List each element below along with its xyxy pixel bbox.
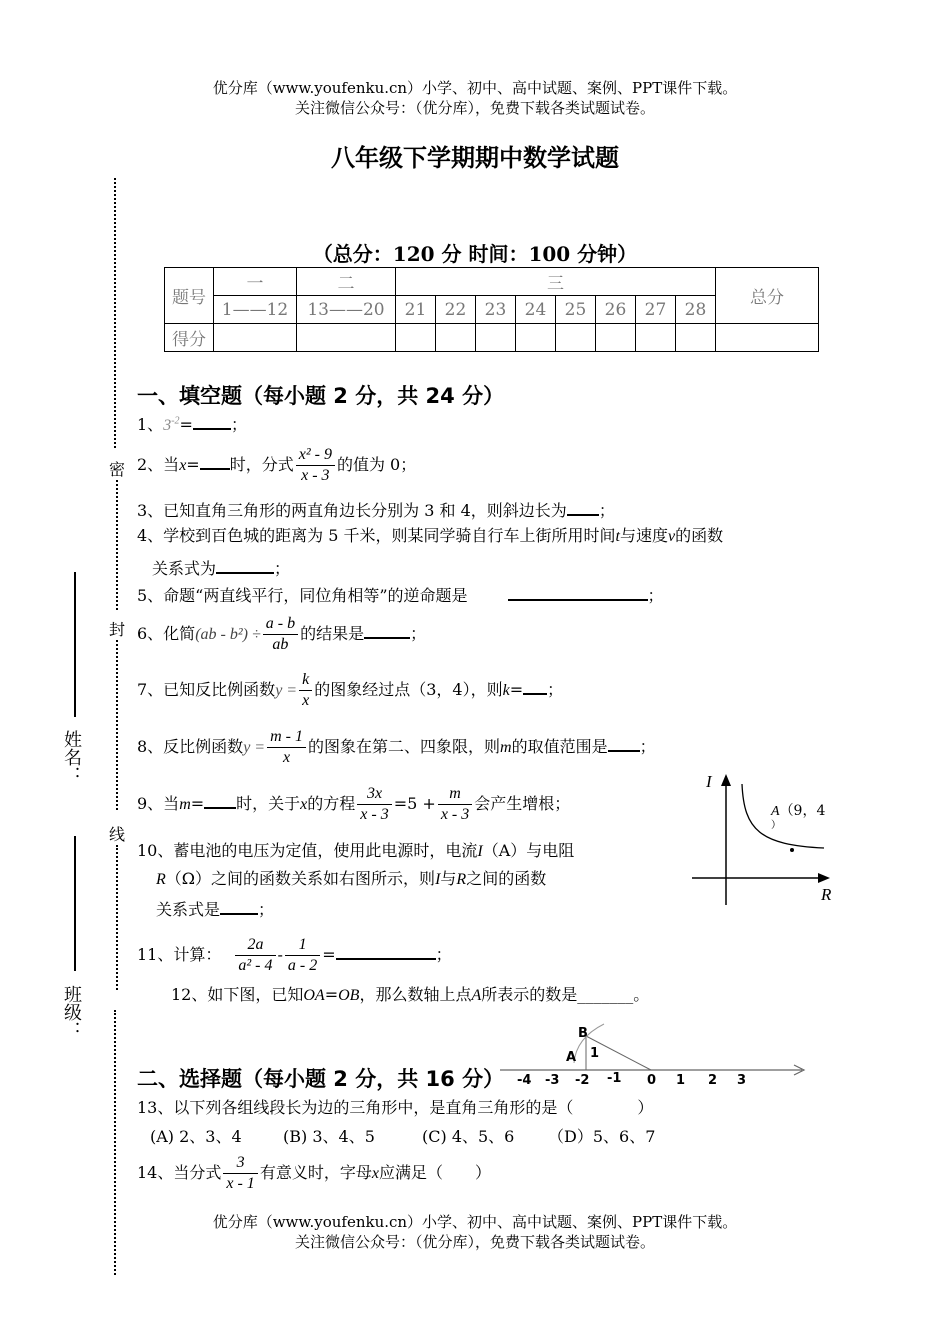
section2-title: 二、选择题（每小题 2 分，共 16 分） bbox=[137, 1067, 505, 1091]
question-13-option-c[interactable]: (C) 4、5、6 bbox=[422, 1127, 515, 1146]
score-cell[interactable] bbox=[476, 324, 516, 352]
question-10: 10、蓄电池的电压为定值，使用此电源时，电流I（A）与电阻 bbox=[137, 841, 575, 860]
class-label: 班级： bbox=[61, 985, 82, 1039]
answer-blank[interactable] bbox=[200, 454, 230, 470]
question-8: 8、反比例函数y = $\frac{m - 1}{x}$ 的图象在第二、四象限，则m的取值范围是 ； bbox=[137, 728, 656, 766]
page-subtitle: （总分：120 分 时间：100 分钟） bbox=[312, 242, 638, 266]
answer-blank[interactable] bbox=[608, 736, 640, 752]
section1-title: 一、填空题（每小题 2 分，共 24 分） bbox=[137, 384, 505, 408]
question-11: 11、计算： $\frac{2a}{\text{a² - 4}}$ - $\frac{1}{a - 2}$ = ； bbox=[137, 936, 452, 974]
table-cell: 13——20 bbox=[297, 296, 396, 324]
score-cell[interactable] bbox=[396, 324, 436, 352]
question-14: 14、当分式 $\frac{3}{x - 1}$ 有意义时，字母x应满足（ ） bbox=[137, 1154, 491, 1192]
answer-blank[interactable] bbox=[204, 793, 236, 809]
graph-x-label: R bbox=[821, 885, 832, 904]
binding-xian: 线 bbox=[109, 825, 126, 844]
table-cell: 22 bbox=[436, 296, 476, 324]
question-2: 2、当x= 时，分式 $\frac{\text{x² - 9}}{x - 3}$ 的值为 0； bbox=[137, 446, 417, 484]
answer-blank[interactable] bbox=[508, 585, 648, 601]
answer-blank[interactable] bbox=[193, 414, 231, 430]
question-4: 4、学校到百色城的距离为 5 千米，则某同学骑自行车上街所用时间t与速度v的函数 bbox=[137, 526, 724, 545]
question-10-cont: R（Ω）之间的函数关系如右图所示，则I与R之间的函数 bbox=[156, 869, 547, 888]
question-5: 5、命题“两直线平行，同位角相等”的逆命题是 ； bbox=[137, 586, 664, 605]
header-line-1: 优分库（www.youfenku.cn）小学、初中、高中试题、案例、PPT课件下载。 bbox=[212, 79, 738, 97]
question-9: 9、当m= 时，关于x的方程 $\frac{3x}{x - 3}$ =5 + $\frac{m}{x - 3}$ 会产生增根； bbox=[137, 785, 571, 823]
question-13-option-d[interactable]: （D）5、6、7 bbox=[548, 1127, 656, 1146]
answer-blank[interactable] bbox=[220, 899, 258, 915]
score-cell[interactable] bbox=[556, 324, 596, 352]
table-cell: 28 bbox=[676, 296, 716, 324]
question-13-option-b[interactable]: (B) 3、4、5 bbox=[283, 1127, 375, 1146]
tick-label: -1 bbox=[607, 1071, 622, 1086]
tick-label: 3 bbox=[737, 1073, 747, 1088]
table-cell: 27 bbox=[636, 296, 676, 324]
question-4-cont: 关系式为 ； bbox=[152, 559, 291, 578]
binding-mi: 密 bbox=[109, 460, 126, 479]
name-line bbox=[74, 572, 76, 717]
point-a bbox=[790, 848, 794, 852]
question-13: 13、以下列各组线段长为边的三角形中，是直角三角形的是（ ） bbox=[137, 1098, 654, 1117]
table-header-part3: 三 bbox=[396, 268, 716, 296]
table-cell: 1——12 bbox=[214, 296, 297, 324]
score-cell[interactable] bbox=[636, 324, 676, 352]
tick-label: -4 bbox=[517, 1073, 532, 1088]
binding-dotted-line bbox=[116, 845, 118, 990]
tick-label: -2 bbox=[575, 1073, 590, 1088]
tick-label: 0 bbox=[647, 1073, 657, 1088]
table-header-total: 总分 bbox=[716, 268, 819, 324]
page-title: 八年级下学期期中数学试题 bbox=[331, 144, 619, 172]
answer-blank[interactable] bbox=[567, 500, 599, 516]
footer-line-2: 关注微信公众号：（优分库），免费下载各类试题试卷。 bbox=[294, 1233, 655, 1251]
question-6: 6、化简(ab - b²) ÷ $\frac{a - b}{ab}$ 的结果是 ； bbox=[137, 615, 427, 653]
table-cell: 21 bbox=[396, 296, 436, 324]
name-label: 姓名： bbox=[61, 730, 82, 784]
numberline-label-one: 1 bbox=[590, 1046, 600, 1061]
footer-line-1: 优分库（www.youfenku.cn）小学、初中、高中试题、案例、PPT课件下载。 bbox=[212, 1213, 738, 1231]
current-resistance-graph bbox=[690, 770, 840, 910]
binding-dotted-line bbox=[116, 480, 118, 610]
question-1: 1、$3^{-2}=$ ； bbox=[137, 415, 247, 434]
question-12: 12、如下图，已知OA=OB，那么数轴上点A所表示的数是_______。 bbox=[171, 985, 650, 1004]
table-header-tihao: 题号 bbox=[165, 268, 214, 324]
graph-point-tail: ） bbox=[771, 820, 781, 831]
score-cell[interactable] bbox=[676, 324, 716, 352]
table-cell: 24 bbox=[516, 296, 556, 324]
table-header-part2: 二 bbox=[297, 268, 396, 296]
score-cell[interactable] bbox=[436, 324, 476, 352]
binding-dotted-line bbox=[116, 640, 118, 810]
graph-point-label: A（9，4 bbox=[771, 803, 826, 819]
numberline-label-b: B bbox=[578, 1026, 588, 1041]
score-cell[interactable] bbox=[716, 324, 819, 352]
graph-y-label: I bbox=[706, 772, 712, 791]
table-cell: 26 bbox=[596, 296, 636, 324]
score-cell[interactable] bbox=[596, 324, 636, 352]
y-axis-arrow-icon bbox=[721, 774, 731, 786]
question-3: 3、已知直角三角形的两直角边长分别为 3 和 4，则斜边长为 ； bbox=[137, 501, 615, 520]
tick-label: 1 bbox=[676, 1073, 686, 1088]
answer-blank[interactable] bbox=[523, 679, 547, 695]
score-cell[interactable] bbox=[214, 324, 297, 352]
class-line bbox=[74, 836, 76, 971]
answer-blank[interactable] bbox=[336, 944, 436, 960]
tick-label: -3 bbox=[545, 1073, 560, 1088]
header-line-2: 关注微信公众号：（优分库），免费下载各类试题试卷。 bbox=[294, 99, 655, 117]
numberline-label-a: A bbox=[566, 1050, 577, 1065]
table-cell: 25 bbox=[556, 296, 596, 324]
question-10-cont2: 关系式是 ； bbox=[156, 900, 275, 919]
binding-dotted-line bbox=[114, 178, 116, 448]
question-7: 7、已知反比例函数y = $\frac{k}{x}$ 的图象经过点（3，4），则k= ； bbox=[137, 671, 564, 709]
table-cell: 23 bbox=[476, 296, 516, 324]
score-cell[interactable] bbox=[516, 324, 556, 352]
table-score-label: 得分 bbox=[165, 324, 214, 352]
score-table bbox=[164, 267, 819, 352]
x-axis-arrow-icon bbox=[818, 873, 830, 883]
tick-label: 2 bbox=[708, 1073, 718, 1088]
answer-blank[interactable] bbox=[216, 558, 274, 574]
question-13-option-a[interactable]: (A) 2、3、4 bbox=[150, 1127, 242, 1146]
score-cell[interactable] bbox=[297, 324, 396, 352]
answer-blank[interactable] bbox=[364, 623, 410, 639]
binding-feng: 封 bbox=[109, 620, 126, 639]
table-header-part1: 一 bbox=[214, 268, 297, 296]
